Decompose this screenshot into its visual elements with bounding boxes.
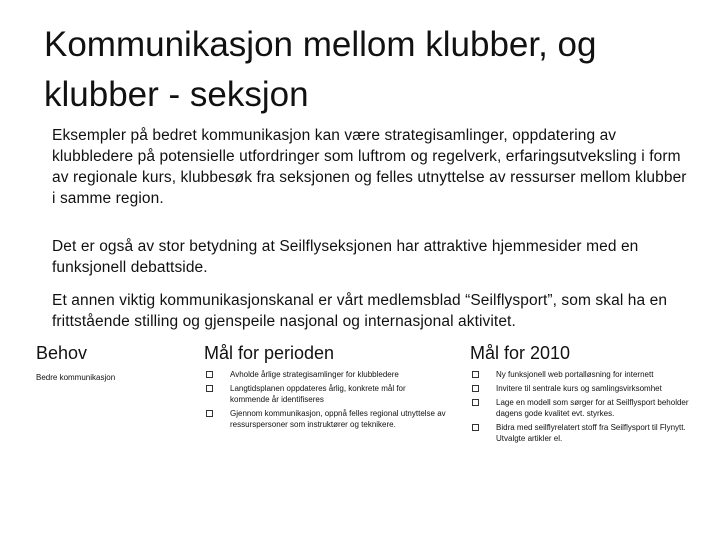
- list-item: [472, 422, 692, 444]
- paragraph-website: Det er også av stor betydning at Seilflyseksjonen har attraktive hjemmesider med en funksjonell debattside.: [52, 238, 639, 276]
- list-item-text: Ny funksjonell web portalløsning for internett: [496, 370, 654, 379]
- paragraph-magazine: Et annen viktig kommunikasjonskanal er vårt medlemsblad “Seilflysport”, som skal ha en frittstående stilling og gjenspeile nasjonal og internasjonal aktivitet.: [52, 292, 668, 330]
- column-header-period: Mål for perioden: [204, 343, 335, 363]
- period-goals-list: [206, 369, 446, 433]
- list-item-text: Langtidsplanen oppdateres årlig, konkrete mål for kommende år identifiseres: [230, 384, 406, 404]
- list-item: [206, 369, 446, 380]
- list-item-text: Invitere til sentrale kurs og samlingsvirksomhet: [496, 384, 662, 393]
- goals-2010-list: [472, 369, 692, 447]
- list-item-text: Bidra med seilflyrelatert stoff fra Seilflysport til Flynytt. Utvalgte artikler el.: [496, 423, 686, 443]
- paragraph-examples: Eksempler på bedret kommunikasjon kan være strategisamlinger, oppdatering av klubbledere på potensielle utfordringer som luftrom og regelverk, erfaringsutveksling i form av regionale kurs, klubbesøk fra seksjonen og felles utnyttelse av ressurser mellom klubber i samme region.: [52, 127, 687, 207]
- list-item-text: Avholde årlige strategisamlinger for klubbledere: [230, 370, 399, 379]
- list-item: [206, 408, 446, 430]
- checkbox-bullet-icon: [472, 385, 479, 392]
- list-item-text: Gjennom kommunikasjon, oppnå felles regional utnyttelse av ressurspersoner som instruktører og teknikere.: [230, 409, 446, 429]
- need-text: Bedre kommunikasjon: [36, 373, 116, 382]
- column-header-2010: Mål for 2010: [470, 343, 571, 363]
- checkbox-bullet-icon: [472, 424, 479, 431]
- checkbox-bullet-icon: [206, 371, 213, 378]
- list-item: [472, 383, 692, 394]
- slide-title: Kommunikasjon mellom klubber, og klubber - seksjon: [44, 25, 597, 114]
- column-header-need: Behov: [36, 343, 88, 363]
- checkbox-bullet-icon: [472, 399, 479, 406]
- list-item-text: Lage en modell som sørger for at Seilflysport beholder dagens gode kvalitet evt. styrkes.: [496, 398, 689, 418]
- list-item: [472, 369, 692, 380]
- list-item: [472, 397, 692, 419]
- checkbox-bullet-icon: [206, 385, 213, 392]
- checkbox-bullet-icon: [472, 371, 479, 378]
- list-item: [206, 383, 446, 405]
- checkbox-bullet-icon: [206, 410, 213, 417]
